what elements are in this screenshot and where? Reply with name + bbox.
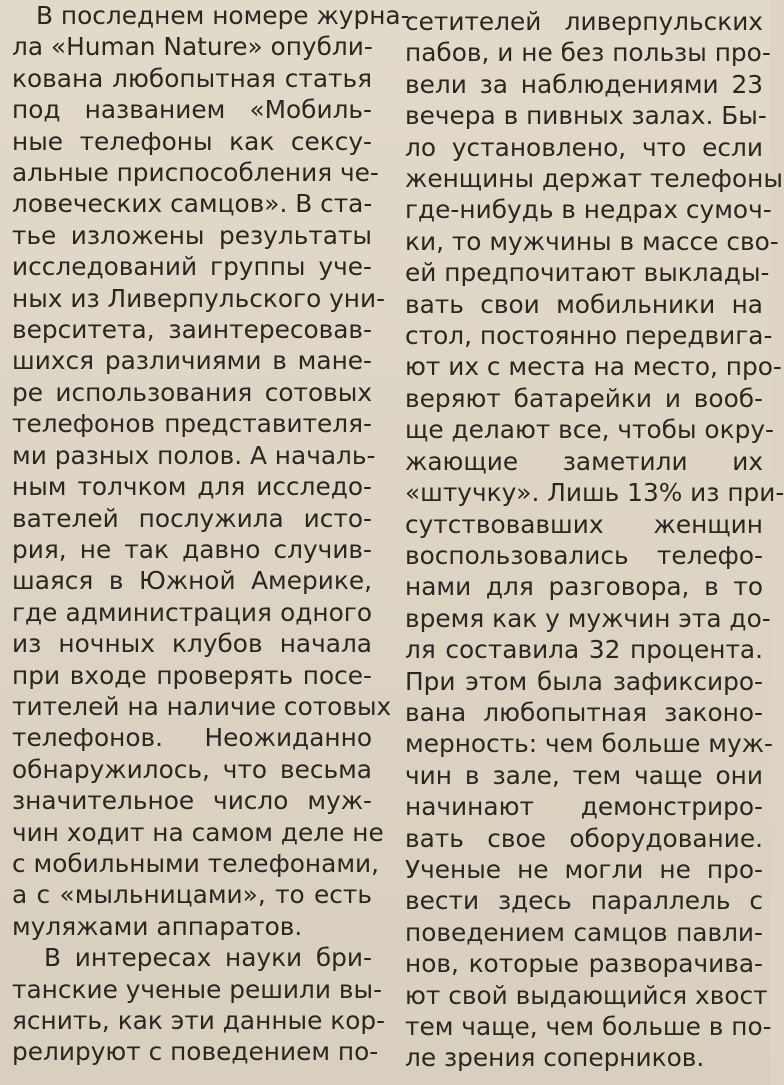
text-line: нами для разговора, в то [405,572,763,602]
text-line: сетителей ливерпульских [405,7,763,36]
text-line: рия, не так давно случив- [12,534,372,564]
text-line: ля составила 32 процента. [405,635,763,665]
text-line: ще делают все, чтобы окру- [405,415,774,445]
text-line: нов, которые разворачива- [405,949,763,979]
text-line: мерность: чем больше муж- [405,729,773,759]
text-line: альные приспособления че- [12,158,379,188]
text-line: вана любопытная законо- [405,697,763,727]
text-line: ей предпочитают выклады- [405,258,770,288]
text-line: «штучку». Лишь 13% из при- [405,478,784,508]
text-line: В последнем номере журна- [36,1,410,30]
text-line: релируют с поведением по- [12,1037,379,1067]
text-line: шихся различиями в мане- [12,346,372,376]
text-line: обнаружилось, что весьма [12,754,372,784]
paragraph-1 [12,0,410,942]
text-line: ла «Human Nature» опубли- [12,32,373,62]
text-line: ным толчком для исследо- [12,472,372,502]
text-line: муляжами аппаратов. [12,911,303,941]
text-line: ло установлено, что если [405,132,763,162]
text-line: вать свое оборудование. [405,823,763,853]
text-line: где администрация одного [12,597,372,627]
text-line: вать свои мобильники на [405,289,763,319]
text-line: вателей послужила исто- [12,503,372,533]
text-line: ных из Ливерпульского уни- [12,283,386,313]
text-line: сутствовавших женщин [405,509,763,539]
text-line: а с «мыльницами», то есть [12,880,372,910]
text-line: ют свой выдающийся хвост [405,980,768,1010]
text-line: веряют батарейки и вооб- [405,383,763,413]
text-line: вели за наблюдениями 23 [405,69,763,99]
text-line: телефонов. Неожиданно [12,723,372,753]
text-line: под названием «Мобиль- [12,95,372,125]
text-line: из ночных клубов начала [12,629,372,659]
text-line: с мобильными телефонами, [12,848,380,878]
text-line: жающие заметили их [405,446,763,476]
text-line: пабов, и не без пользы про- [405,38,771,68]
text-line: Ученые не могли не про- [405,854,763,884]
text-line: женщины держат телефоны [405,164,783,194]
text-line: верситета, заинтересовав- [12,315,372,345]
text-line: вечера в пивных залах. Бы- [405,101,767,131]
text-line: ре использования сотовых [12,377,372,407]
text-line: В интересах науки бри- [44,943,372,973]
text-line: ные телефоны как сексу- [12,126,372,156]
text-line: значительное число муж- [12,786,372,816]
text-line: тье изложены результаты [12,220,372,250]
text-line: ют их с места на место, про- [405,352,782,382]
text-line: исследований группы уче- [12,252,372,282]
text-line: ловеческих самцов». В ста- [12,189,373,219]
text-line: воспользовались телефо- [405,540,763,570]
text-line: ми разных полов. А началь- [12,440,376,470]
text-line: чин в зале, тем чаще они [405,760,763,790]
text-line: танские ученые решили вы- [12,974,383,1004]
text-line: шаяся в Южной Америке, [12,566,372,596]
text-line: чин ходит на самом деле не [12,817,384,847]
paragraph-2-continued [405,6,784,1074]
text-line: при входе проверять посе- [12,660,372,690]
text-line: тем чаще, чем больше в по- [405,1012,772,1041]
text-line: поведением самцов павли- [405,917,763,947]
right-column [405,6,784,1074]
text-line: где-нибудь в недрах сумоч- [405,195,772,225]
text-line: При этом была зафиксиро- [405,666,763,696]
text-line: телефонов представителя- [12,409,372,439]
paragraph-2 [12,942,386,1068]
text-line: стол, постоянно передвига- [405,321,773,351]
text-line: время как у мужчин эта до- [405,603,771,633]
text-line: ки, то мужчины в массе сво- [405,226,779,256]
text-line: тителей на наличие сотовых [12,691,392,721]
text-line: начинают демонстриро- [405,792,763,822]
text-line: кована любопытная статья [12,63,372,93]
text-line: яснить, как эти данные кор- [12,1006,386,1035]
text-line: вести здесь параллель с [405,886,763,916]
text-line: ле зрения соперников. [405,1043,705,1073]
left-column [12,0,410,1068]
